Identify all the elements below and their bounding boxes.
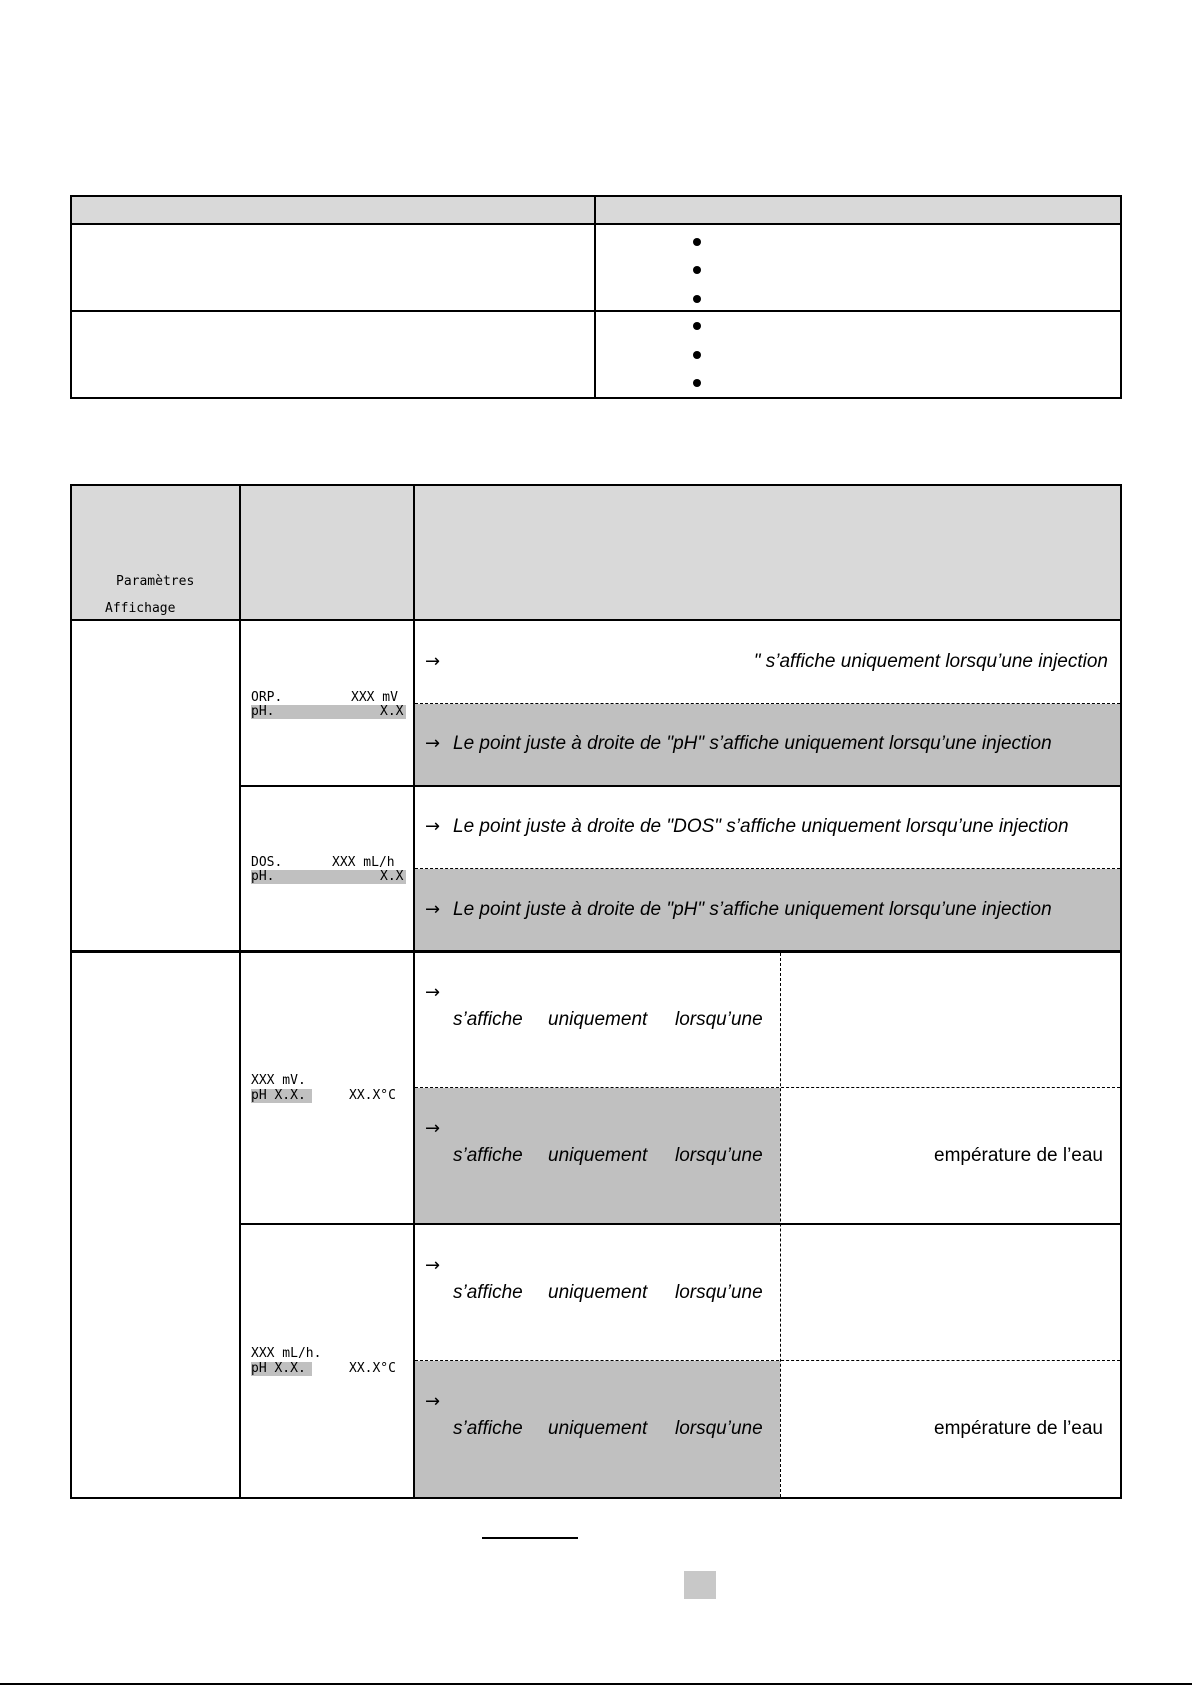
note-word-lorsquune: lorsqu’une bbox=[675, 1418, 763, 1439]
table1-row-rule bbox=[70, 310, 1122, 312]
note-word-lorsquune: lorsqu’une bbox=[675, 1145, 763, 1166]
ph-note: Le point juste à droite de "pH" s’affiche uniquement lorsqu’une injection bbox=[453, 899, 1052, 920]
arrow-icon: → bbox=[425, 982, 441, 1003]
lcd-ph-value: X.X bbox=[380, 869, 404, 884]
lcd-ph-value: X.X bbox=[380, 704, 404, 719]
temp-note: empérature de l’eau bbox=[934, 1418, 1103, 1439]
table1-header-rule bbox=[70, 223, 1122, 225]
arrow-icon: → bbox=[425, 1255, 441, 1276]
lcd-dos-value: XXX mL/h bbox=[332, 855, 395, 870]
table2-col2-divider bbox=[413, 484, 415, 1499]
bullet-icon bbox=[693, 266, 701, 274]
note-word-saffiche: s’affiche bbox=[453, 1418, 523, 1439]
note-word-uniquement: uniquement bbox=[548, 1009, 648, 1030]
dashed-divider bbox=[415, 1360, 1120, 1361]
arrow-icon: → bbox=[425, 899, 441, 920]
dashed-col-divider bbox=[780, 953, 781, 1497]
header-affichage: Affichage bbox=[105, 601, 176, 616]
note-word-saffiche: s’affiche bbox=[453, 1145, 523, 1166]
table2-header-rule bbox=[70, 619, 1122, 621]
lcd-ph-value: pH X.X. bbox=[251, 1361, 306, 1376]
page-number-box bbox=[684, 1571, 716, 1599]
note-word-uniquement: uniquement bbox=[548, 1418, 648, 1439]
table1 bbox=[70, 195, 1122, 399]
arrow-icon: → bbox=[425, 651, 441, 672]
bullet-icon bbox=[693, 322, 701, 330]
arrow-icon: → bbox=[425, 733, 441, 754]
temp-note: empérature de l’eau bbox=[934, 1145, 1103, 1166]
lcd-orp-value: XXX mV bbox=[351, 690, 398, 705]
lcd-mlh-line: XXX mL/h. bbox=[251, 1346, 322, 1361]
note-word-lorsquune: lorsqu’une bbox=[675, 1009, 763, 1030]
table2-header bbox=[72, 486, 1120, 620]
bullet-icon bbox=[693, 238, 701, 246]
ph-note: Le point juste à droite de "pH" s’affiche uniquement lorsqu’une injection bbox=[453, 733, 1052, 754]
lcd-dos-label: DOS. bbox=[251, 855, 283, 870]
note-word-saffiche: s’affiche bbox=[453, 1282, 523, 1303]
lcd-ph-value: pH X.X. bbox=[251, 1088, 306, 1103]
note-word-uniquement: uniquement bbox=[548, 1145, 648, 1166]
arrow-icon: → bbox=[425, 1118, 441, 1139]
section-rule bbox=[241, 785, 1122, 787]
bullet-icon bbox=[693, 295, 701, 303]
footer-underline bbox=[482, 1537, 578, 1539]
note-word-uniquement: uniquement bbox=[548, 1282, 648, 1303]
table1-col-divider bbox=[594, 195, 596, 399]
dashed-divider bbox=[415, 868, 1120, 869]
note-word-lorsquune: lorsqu’une bbox=[675, 1282, 763, 1303]
bullet-icon bbox=[693, 379, 701, 387]
lcd-temp-value: XX.X°C bbox=[349, 1088, 396, 1103]
dashed-divider bbox=[415, 703, 1120, 704]
table1-header bbox=[72, 197, 1120, 224]
section-main-rule bbox=[70, 950, 1122, 953]
arrow-icon: → bbox=[425, 816, 441, 837]
section-rule bbox=[241, 1223, 1122, 1225]
bullet-icon bbox=[693, 351, 701, 359]
dashed-divider bbox=[415, 1087, 1120, 1088]
note-word-saffiche: s’affiche bbox=[453, 1009, 523, 1030]
lcd-temp-value: XX.X°C bbox=[349, 1361, 396, 1376]
lcd-mv-line: XXX mV. bbox=[251, 1073, 306, 1088]
dos-note: Le point juste à droite de "DOS" s’affiche uniquement lorsqu’une injection bbox=[453, 816, 1069, 837]
table2 bbox=[70, 484, 1122, 1499]
arrow-icon: → bbox=[425, 1391, 441, 1412]
header-parametres: Paramètres bbox=[116, 574, 195, 589]
table2-col1-divider bbox=[239, 484, 241, 1499]
lcd-orp-label: ORP. bbox=[251, 690, 283, 705]
orp-note: " s’affiche uniquement lorsqu’une injection bbox=[753, 651, 1108, 672]
lcd-ph-label: pH. bbox=[251, 869, 275, 884]
lcd-ph-label: pH. bbox=[251, 704, 275, 719]
